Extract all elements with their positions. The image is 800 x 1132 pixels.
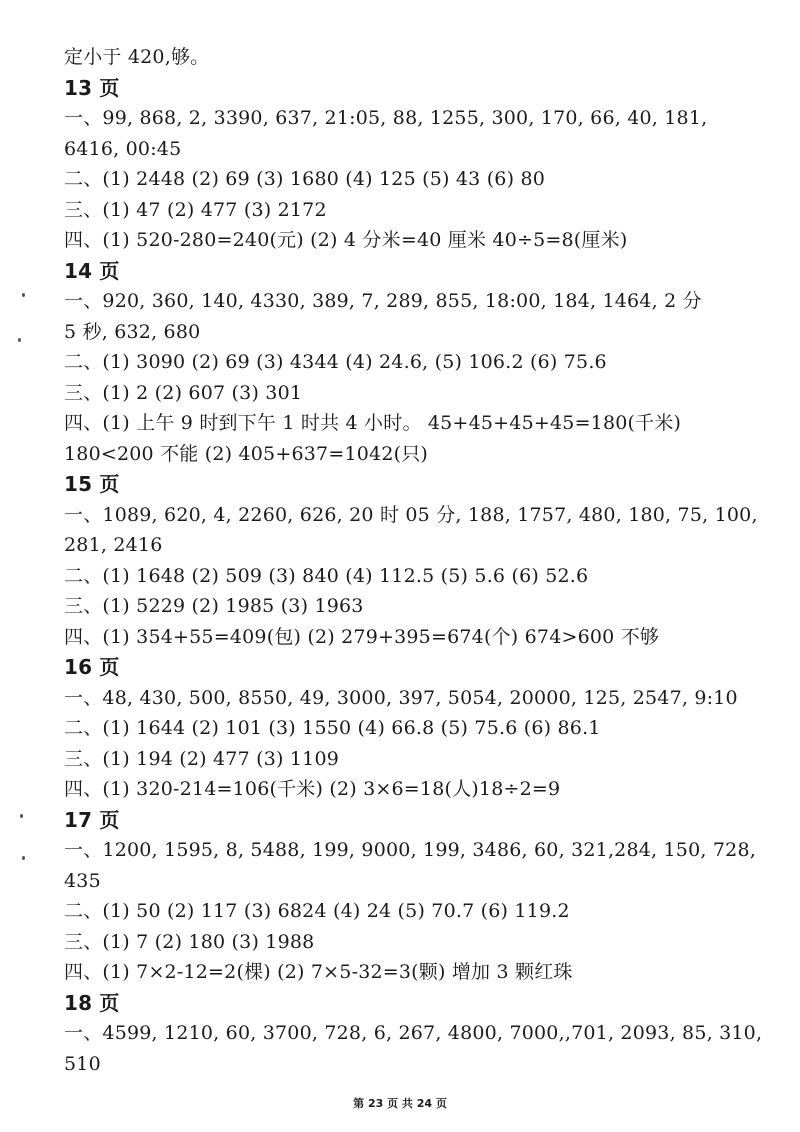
page-section-heading: 14 页: [64, 258, 120, 283]
answer-line: 180<200 不能 (2) 405+637=1042(只): [64, 442, 429, 465]
page-section-heading: 13 页: [64, 75, 120, 100]
answer-line: 定小于 420,够。: [64, 46, 210, 68]
answer-line: 二、(1) 2448 (2) 69 (3) 1680 (4) 125 (5) 43 (6) 80: [64, 168, 546, 190]
answer-line: 二、(1) 1644 (2) 101 (3) 1550 (4) 66.8 (5) 75.6 (6) 86.1: [64, 717, 601, 739]
document-body: [64, 42, 776, 1079]
answer-line: 三、(1) 194 (2) 477 (3) 1109: [64, 747, 340, 770]
answer-line: 四、(1) 520-280=240(元) (2) 4 分米=40 厘米 40÷5=8(厘米): [64, 229, 628, 251]
answer-line: 5 秒, 632, 680: [64, 320, 201, 343]
answer-line: 四、(1) 上午 9 时到下午 1 时共 4 小时。 45+45+45+45=180(千米): [64, 412, 682, 434]
page-footer: 第 23 页 共 24 页: [353, 1097, 447, 1110]
answer-line: 一、1089, 620, 4, 2260, 626, 20 时 05 分, 188, 1757, 480, 180, 75, 100,: [64, 503, 758, 526]
answer-line: 435: [64, 869, 101, 892]
answer-line: 510: [64, 1052, 101, 1075]
answer-line: 三、(1) 5229 (2) 1985 (3) 1963: [64, 595, 364, 617]
answer-line: 一、1200, 1595, 8, 5488, 199, 9000, 199, 3486, 60, 321,284, 150, 728,: [64, 839, 756, 861]
answer-line: 一、99, 868, 2, 3390, 637, 21:05, 88, 1255, 300, 170, 66, 40, 181,: [64, 107, 708, 129]
answer-line: 一、4599, 1210, 60, 3700, 728, 6, 267, 4800, 7000,,701, 2093, 85, 310,: [64, 1022, 763, 1044]
answer-line: 二、(1) 3090 (2) 69 (3) 4344 (4) 24.6, (5) 106.2 (6) 75.6: [64, 351, 607, 373]
scan-speck: [20, 814, 23, 818]
answer-line: 二、(1) 1648 (2) 509 (3) 840 (4) 112.5 (5) 5.6 (6) 52.6: [64, 564, 589, 587]
answer-line: 一、48, 430, 500, 8550, 49, 3000, 397, 5054, 20000, 125, 2547, 9:10: [64, 686, 738, 709]
answer-line: 三、(1) 2 (2) 607 (3) 301: [64, 381, 303, 404]
page-section-heading: 16 页: [64, 655, 120, 679]
scan-speck: [18, 338, 21, 342]
page-section-heading: 18 页: [64, 990, 120, 1015]
scan-speck: [22, 293, 25, 297]
page-section-heading: 15 页: [64, 472, 120, 496]
answer-line: 四、(1) 7×2-12=2(棵) (2) 7×5-32=3(颗) 增加 3 颗红珠: [64, 961, 573, 983]
answer-line: 四、(1) 320-214=106(千米) (2) 3×6=18(人)18÷2=9: [64, 778, 561, 800]
answer-line: 四、(1) 354+55=409(包) (2) 279+395=674(个) 674>600 不够: [64, 625, 660, 648]
scan-speck: [22, 856, 25, 860]
answer-line: 281, 2416: [64, 534, 163, 556]
answer-line: 一、920, 360, 140, 4330, 389, 7, 289, 855, 18:00, 184, 1464, 2 分: [64, 290, 702, 312]
answer-line: 6416, 00:45: [64, 137, 182, 160]
answer-line: 三、(1) 47 (2) 477 (3) 2172: [64, 198, 327, 221]
answer-line: 三、(1) 7 (2) 180 (3) 1988: [64, 930, 315, 953]
page-section-heading: 17 页: [64, 807, 120, 832]
answer-line: 二、(1) 50 (2) 117 (3) 6824 (4) 24 (5) 70.7 (6) 119.2: [64, 900, 570, 922]
